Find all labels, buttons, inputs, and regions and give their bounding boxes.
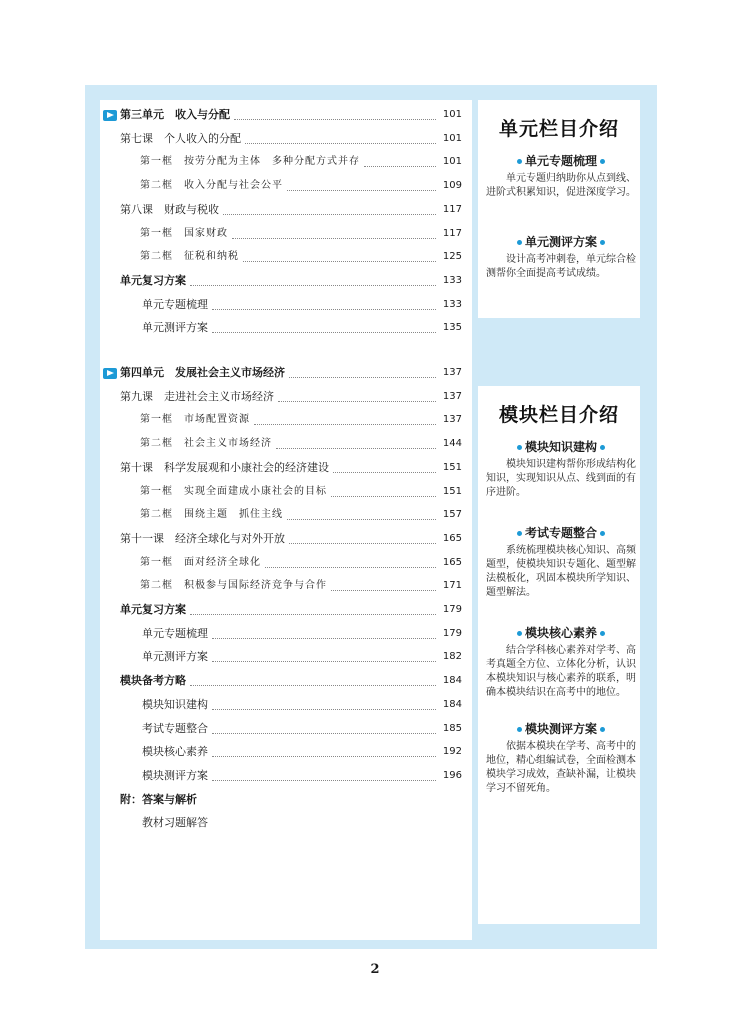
toc-dot-leader bbox=[254, 406, 436, 425]
toc-entry bbox=[100, 411, 462, 429]
toc-dot-leader bbox=[232, 220, 436, 239]
bullet-icon bbox=[600, 159, 605, 164]
unit-intro-title: 单元栏目介绍 bbox=[498, 118, 619, 140]
toc-entry-page: 117 bbox=[442, 227, 462, 239]
toc-dot-leader bbox=[190, 667, 436, 686]
module-intro-item-text: 依据本模块在学考、高考中的地位，精心组编试卷，全面检测本模块学习成效，查缺补漏，让模块学习不留死角。 bbox=[486, 741, 636, 794]
toc-dot-leader bbox=[212, 291, 436, 310]
toc-entry bbox=[100, 554, 462, 572]
toc-entry-label: 第一框 面对经济全球化 bbox=[140, 554, 265, 572]
toc-entry-label: 模块知识建构 bbox=[142, 696, 212, 714]
toc-entry-label: 考试专题整合 bbox=[142, 720, 212, 738]
toc-entry-page: 184 bbox=[442, 675, 462, 687]
toc-entry bbox=[100, 364, 462, 382]
toc-dot-leader bbox=[245, 125, 436, 144]
unit-intro-item-text: 单元专题归纳助你从点到线、进阶式积累知识，促进深度学习。 bbox=[486, 173, 636, 198]
toc-entry-page: 192 bbox=[442, 746, 462, 758]
module-intro-item-title: 模块测评方案 bbox=[524, 722, 597, 736]
toc-dot-leader bbox=[212, 620, 436, 639]
toc-entry bbox=[100, 248, 462, 266]
toc-entry-label: 第二框 社会主义市场经济 bbox=[140, 435, 276, 453]
toc-entry-page: 165 bbox=[442, 532, 462, 544]
toc-entry-label: 单元复习方案 bbox=[120, 272, 190, 290]
toc-entry bbox=[100, 648, 462, 666]
toc-entry-label: 第九课 走进社会主义市场经济 bbox=[120, 388, 278, 406]
toc-entry-page: 101 bbox=[442, 132, 462, 144]
toc-entry bbox=[100, 435, 462, 453]
toc-entry-label: 单元测评方案 bbox=[142, 648, 212, 666]
toc-entry-label: 模块备考方略 bbox=[120, 672, 190, 690]
unit-intro-item-title: 单元测评方案 bbox=[524, 235, 597, 249]
toc-entry-label: 教材习题解答 bbox=[142, 814, 212, 832]
bullet-icon bbox=[517, 531, 522, 536]
toc-dot-leader bbox=[333, 454, 436, 473]
toc-entry-label: 第一框 按劳分配为主体 多种分配方式并存 bbox=[140, 153, 364, 171]
toc-entry-label: 模块核心素养 bbox=[142, 743, 212, 761]
toc-entry-label: 第一框 实现全面建成小康社会的目标 bbox=[140, 483, 331, 501]
toc-entry-label: 第一框 国家财政 bbox=[140, 225, 232, 243]
module-intro-item bbox=[486, 624, 636, 700]
module-intro-item-title: 模块知识建构 bbox=[524, 440, 597, 454]
toc-dot-leader bbox=[190, 267, 436, 286]
toc-entry bbox=[100, 296, 462, 314]
toc-dot-leader bbox=[212, 314, 436, 333]
bullet-icon bbox=[517, 240, 522, 245]
toc-entry bbox=[100, 319, 462, 337]
unit-intro-item-text: 设计高考冲刺卷，单元综合检测帮你全面提高考试成绩。 bbox=[486, 254, 636, 279]
table-of-contents bbox=[100, 100, 472, 940]
module-intro-item-text: 结合学科核心素养对学考、高考真题全方位、立体化分析，认识本模块知识与核心素养的联系，明确本模块结识在高考中的地位。 bbox=[486, 645, 636, 698]
module-intro-title: 模块栏目介绍 bbox=[498, 404, 619, 426]
toc-entry bbox=[100, 177, 462, 195]
play-icon bbox=[103, 368, 117, 379]
toc-entry-label: 第七课 个人收入的分配 bbox=[120, 130, 245, 148]
toc-entry bbox=[100, 720, 462, 738]
toc-entry-page: 144 bbox=[442, 438, 462, 450]
toc-dot-leader bbox=[243, 243, 436, 262]
toc-entry-label: 第八课 财政与税收 bbox=[120, 201, 223, 219]
toc-dot-leader bbox=[190, 596, 436, 615]
toc-dot-leader bbox=[212, 715, 436, 734]
module-intro-item-text: 系统梳理模块核心知识、高频题型，使模块知识专题化、题型解法模板化，巩固本模块所学知识、题型解法。 bbox=[486, 545, 636, 598]
module-intro-item bbox=[486, 720, 636, 796]
toc-entry-label: 模块测评方案 bbox=[142, 767, 212, 785]
bullet-icon bbox=[600, 445, 605, 450]
toc-entry-label: 第二框 围绕主题 抓住主线 bbox=[140, 506, 287, 524]
bullet-icon bbox=[600, 631, 605, 636]
toc-entry bbox=[100, 791, 462, 809]
toc-dot-leader bbox=[276, 430, 436, 449]
toc-entry-page: 133 bbox=[442, 274, 462, 286]
toc-entry-page: 137 bbox=[442, 390, 462, 402]
toc-dot-leader bbox=[212, 738, 436, 757]
toc-section-unit-4 bbox=[100, 364, 472, 864]
toc-dot-leader bbox=[287, 501, 436, 520]
bullet-icon bbox=[517, 631, 522, 636]
toc-entry bbox=[100, 106, 462, 124]
toc-entry-label: 单元复习方案 bbox=[120, 601, 190, 619]
toc-entry-page: 157 bbox=[442, 509, 462, 521]
toc-dot-leader bbox=[289, 359, 436, 378]
toc-dot-leader bbox=[364, 148, 436, 167]
toc-dot-leader bbox=[331, 572, 436, 591]
toc-dot-leader bbox=[212, 691, 436, 710]
toc-entry bbox=[100, 530, 462, 548]
toc-entry-label: 单元专题梳理 bbox=[142, 296, 212, 314]
toc-entry bbox=[100, 743, 462, 761]
toc-entry-label: 第二框 积极参与国际经济竞争与合作 bbox=[140, 577, 331, 595]
toc-entry-page: 133 bbox=[442, 298, 462, 310]
toc-entry bbox=[100, 459, 462, 477]
toc-entry bbox=[100, 272, 462, 290]
bullet-icon bbox=[517, 727, 522, 732]
unit-intro-item bbox=[486, 152, 636, 200]
toc-entry bbox=[100, 201, 462, 219]
toc-entry bbox=[100, 814, 462, 832]
toc-dot-leader bbox=[212, 643, 436, 662]
module-intro-item-title: 模块核心素养 bbox=[524, 626, 597, 640]
toc-entry-label: 第四单元 发展社会主义市场经济 bbox=[120, 364, 289, 382]
toc-entry bbox=[100, 506, 462, 524]
toc-entry-label: 第三单元 收入与分配 bbox=[120, 106, 234, 124]
toc-dot-leader bbox=[223, 196, 436, 215]
toc-entry bbox=[100, 483, 462, 501]
toc-entry bbox=[100, 696, 462, 714]
toc-entry-page: 196 bbox=[442, 769, 462, 781]
toc-dot-leader bbox=[234, 101, 436, 120]
toc-entry-label: 第二框 收入分配与社会公平 bbox=[140, 177, 287, 195]
toc-entry-label: 第十课 科学发展观和小康社会的经济建设 bbox=[120, 459, 333, 477]
toc-entry-page: 109 bbox=[442, 180, 462, 192]
toc-entry-page: 117 bbox=[442, 203, 462, 215]
bullet-icon bbox=[600, 240, 605, 245]
toc-entry-page: 151 bbox=[442, 461, 462, 473]
toc-entry-page: 135 bbox=[442, 322, 462, 334]
toc-entry-label: 第一框 市场配置资源 bbox=[140, 411, 254, 429]
toc-entry-page: 165 bbox=[442, 556, 462, 568]
module-intro-item-title: 考试专题整合 bbox=[524, 526, 597, 540]
toc-entry-page: 179 bbox=[442, 627, 462, 639]
toc-entry-page: 182 bbox=[442, 651, 462, 663]
toc-entry bbox=[100, 625, 462, 643]
play-icon bbox=[103, 110, 117, 121]
toc-dot-leader bbox=[289, 525, 436, 544]
module-intro-box bbox=[478, 386, 640, 924]
toc-entry bbox=[100, 130, 462, 148]
toc-entry-label: 单元测评方案 bbox=[142, 319, 212, 337]
toc-entry-page: 101 bbox=[442, 156, 462, 168]
toc-entry-page: 151 bbox=[442, 485, 462, 497]
page-number: 2 bbox=[370, 962, 380, 977]
toc-entry-page: 171 bbox=[442, 580, 462, 592]
toc-entry-label: 附：答案与解析 bbox=[120, 791, 201, 809]
toc-dot-leader bbox=[265, 549, 436, 568]
toc-entry-label: 第二框 征税和纳税 bbox=[140, 248, 243, 266]
toc-entry-label: 第十一课 经济全球化与对外开放 bbox=[120, 530, 289, 548]
module-intro-item bbox=[486, 438, 636, 500]
module-intro-item bbox=[486, 524, 636, 600]
unit-intro-box bbox=[478, 100, 640, 318]
toc-entry-page: 137 bbox=[442, 367, 462, 378]
toc-entry-label: 单元专题梳理 bbox=[142, 625, 212, 643]
bullet-icon bbox=[600, 531, 605, 536]
toc-dot-leader bbox=[331, 478, 436, 497]
unit-intro-item-title: 单元专题梳理 bbox=[524, 154, 597, 168]
bullet-icon bbox=[600, 727, 605, 732]
toc-entry-page: 125 bbox=[442, 251, 462, 263]
toc-entry bbox=[100, 601, 462, 619]
toc-entry bbox=[100, 767, 462, 785]
bullet-icon bbox=[517, 445, 522, 450]
module-intro-item-text: 模块知识建构帮你形成结构化知识，实现知识从点、线到面的有序进阶。 bbox=[486, 459, 636, 498]
toc-entry bbox=[100, 153, 462, 171]
unit-intro-item bbox=[486, 233, 636, 281]
toc-dot-leader bbox=[278, 383, 436, 402]
toc-entry bbox=[100, 672, 462, 690]
toc-entry bbox=[100, 577, 462, 595]
toc-dot-leader bbox=[287, 172, 436, 191]
toc-entry-page: 184 bbox=[442, 698, 462, 710]
toc-entry-page: 137 bbox=[442, 414, 462, 426]
toc-entry-page: 185 bbox=[442, 722, 462, 734]
toc-entry bbox=[100, 225, 462, 243]
toc-entry-page: 179 bbox=[442, 604, 462, 615]
toc-dot-leader bbox=[212, 762, 436, 781]
bullet-icon bbox=[517, 159, 522, 164]
toc-entry bbox=[100, 388, 462, 406]
toc-entry-page: 101 bbox=[442, 109, 462, 120]
